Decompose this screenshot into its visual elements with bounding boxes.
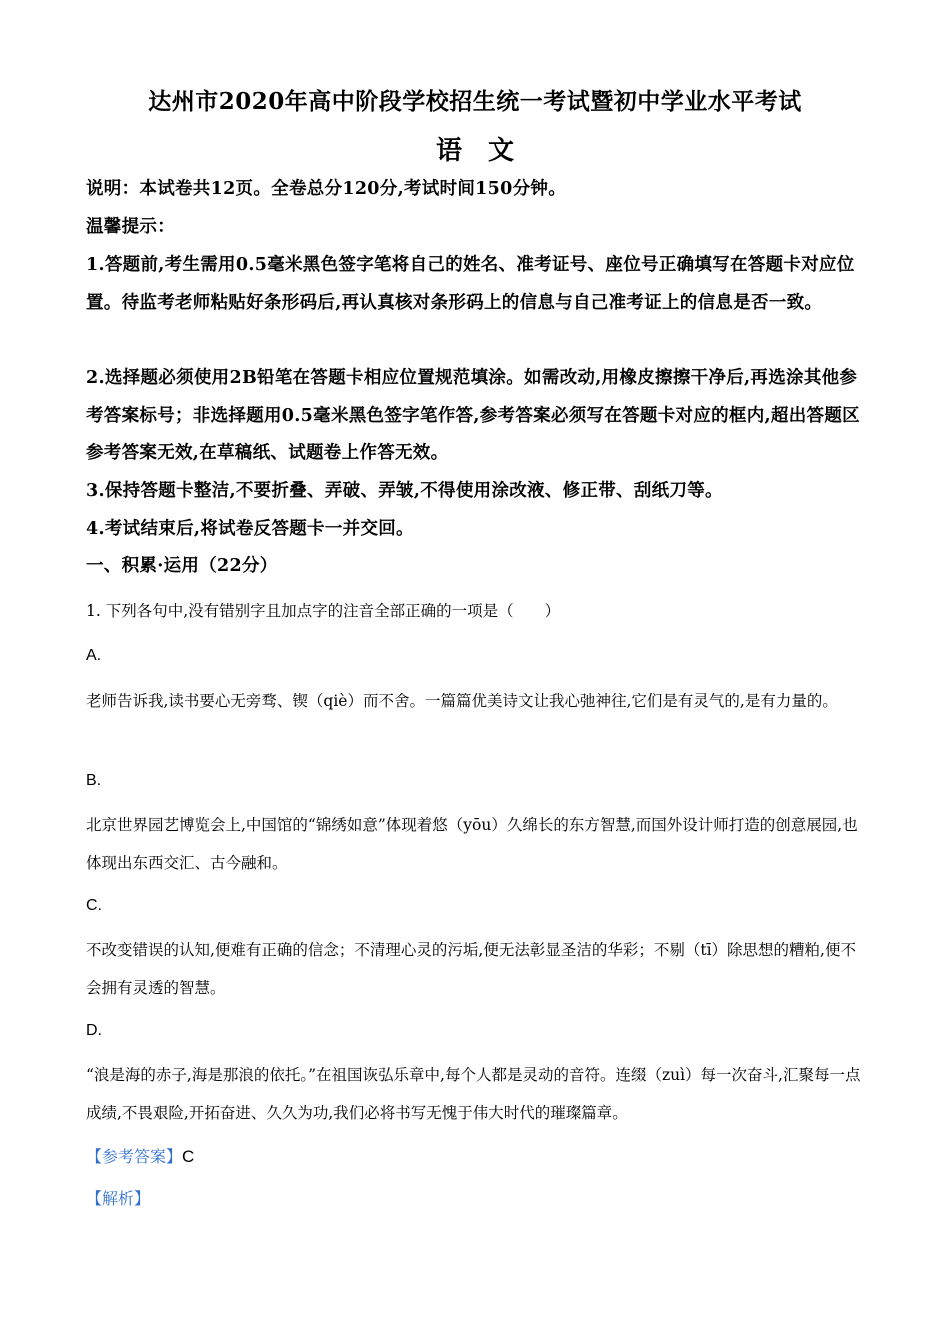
question-stem: 1. 下列各句中,没有错别字且加点字的注音全部正确的一项是（ ）	[86, 602, 561, 620]
tip-1: 1.答题前,考生需用0.5毫米黑色签字笔将自己的姓名、准考证号、座位号正确填写在答题卡对应位置。待监考老师粘贴好条形码后,再认真核对条形码上的信息与自己准考证上的信息是否一致。	[86, 255, 855, 313]
tip-4: 4.考试结束后,将试卷反答题卡一并交回。	[86, 519, 414, 539]
tips-heading: 温馨提示：	[86, 217, 175, 237]
analysis-line	[86, 1186, 866, 1209]
option-d-label: D.	[86, 1022, 102, 1039]
tip-2: 2.选择题必须使用2B铅笔在答题卡相应位置规范填涂。如需改动,用橡皮擦擦干净后,再选涂其他参考答案标号；非选择题用0.5毫米黑色签字笔作答,参考答案必须写在答题卡对应的框内,超出答题区参考答案无效,在草稿纸、试题卷上作答无效。	[86, 368, 860, 463]
option-c-text: 不改变错误的认知,便难有正确的信念；不清理心灵的污垢,便无法彰显圣洁的华彩；不剔（tī）除思想的糟粕,便不会拥有灵透的智慧。	[86, 941, 856, 997]
answer-label: 【参考答案】	[86, 1147, 183, 1166]
option-a-label: A.	[86, 647, 102, 664]
section-heading: 一、积累·运用（22分）	[86, 556, 278, 576]
option-a-text: 老师告诉我,读书要心无旁骛、锲（qiè）而不舍。一篇篇优美诗文让我心弛神往,它们是有灵气的,是有力量的。	[86, 692, 838, 710]
analysis-label: 【解析】	[86, 1189, 151, 1208]
option-d-text: “浪是海的赤子,海是那浪的依托。”在祖国诙弘乐章中,每个人都是灵动的音符。连缀（zuì）每一次奋斗,汇聚每一点成绩,不畏艰险,开拓奋进、久久为功,我们必将书写无愧于伟大时代的璀璨篇章。	[86, 1066, 861, 1122]
exam-note: 说明：本试卷共12页。全卷总分120分,考试时间150分钟。	[86, 179, 567, 199]
tip-3: 3.保持答题卡整洁,不要折叠、弄破、弄皱,不得使用涂改液、修正带、刮纸刀等。	[86, 481, 723, 501]
option-c-label: C.	[86, 897, 102, 914]
answer-line	[86, 1144, 866, 1167]
exam-title: 达州市2020年高中阶段学校招生统一考试暨初中学业水平考试	[148, 88, 802, 115]
option-b-text: 北京世界园艺博览会上,中国馆的“锦绣如意”体现着悠（yōu）久绵长的东方智慧,而国外设计师打造的创意展园,也体现出东西交汇、古今融和。	[86, 816, 858, 872]
option-b-label: B.	[86, 772, 102, 789]
subject-title: 语 文	[435, 136, 514, 166]
answer-value: C	[182, 1147, 195, 1166]
